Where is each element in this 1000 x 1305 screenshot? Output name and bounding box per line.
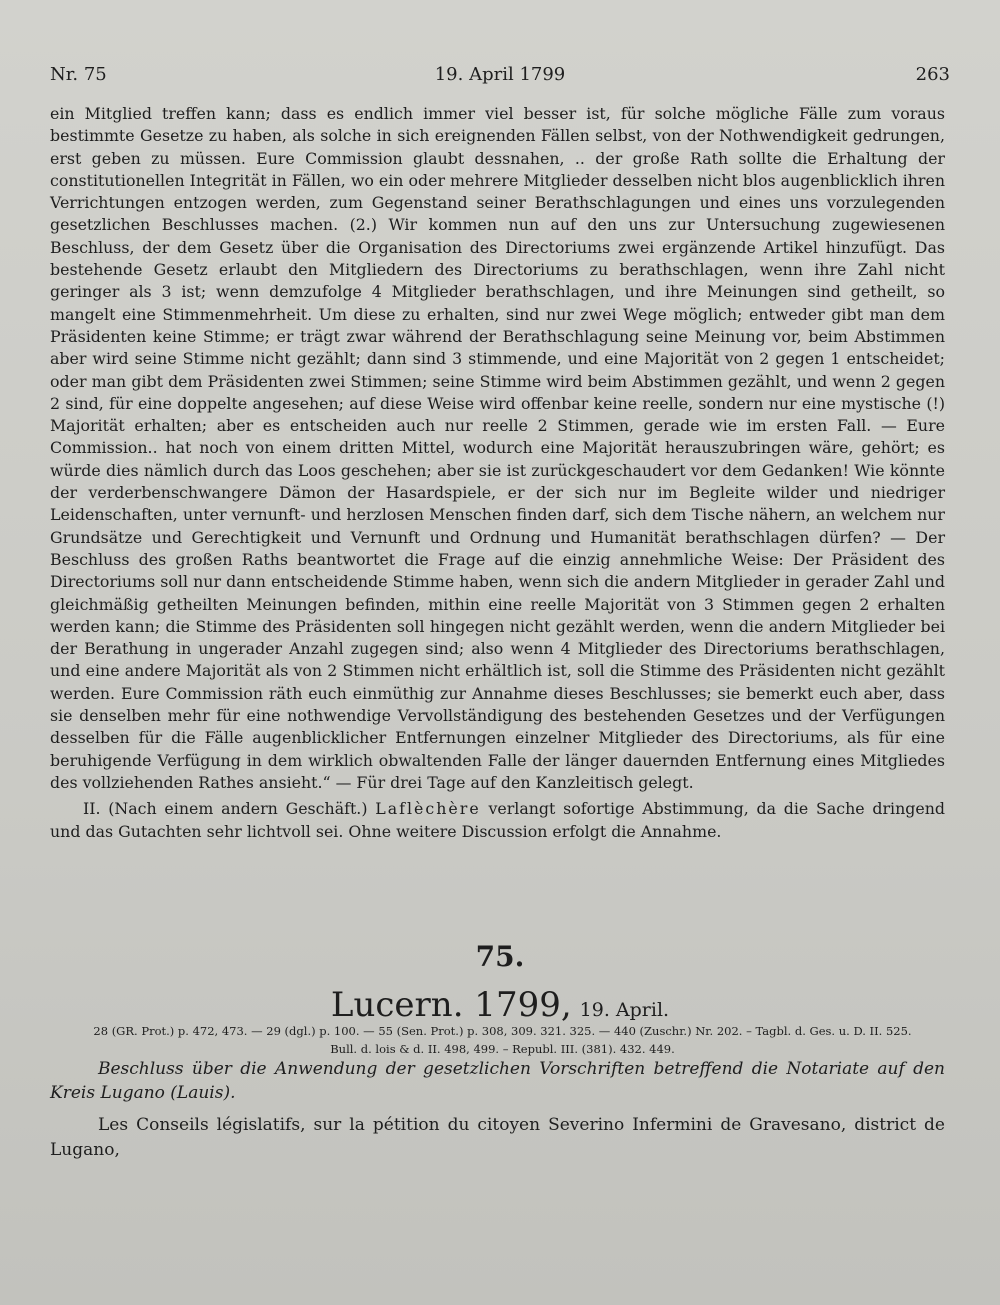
document-place-date — [0, 985, 1000, 1025]
decree-title: Beschluss über die Anwendung der gesetzlichen Vorschriften betreffend die Notariate auf den Kreis Lugano (Lauis). — [50, 1059, 945, 1103]
references-line-2: Bull. d. lois & d. II. 498, 499. – Republ. III. (381). 432. 449. — [330, 1042, 675, 1056]
header-page-number: 263 — [915, 64, 950, 85]
paragraph-commission-report: ein Mitglied treffen kann; dass es endlich immer viel besser ist, für solche mögliche Fälle zum voraus bestimmte Gesetze zu haben, als solche in sich ereignenden Fällen selbst, von der Nothwendigkeit gedrungen, erst geben zu müssen. Eure Commission glaubt dessnahen, .. der große Rath sollte die Erhaltung der constitutionellen Integrität in Fällen, wo ein oder mehrere Mitglieder desselben nicht blos augenblicklich ihren Verrichtungen entzogen werden, zum Gegenstand seiner Berathschlagungen und eines uns vorzulegenden gesetzlichen Beschlusses machen. (2.) Wir kommen nun auf den uns zur Untersuchung zugewiesenen Beschluss, der dem Gesetz über die Organisation des Directoriums zwei ergänzende Artikel hinzufügt. Das bestehende Gesetz erlaubt den Mitgliedern des Directoriums zu berathschlagen, wenn ihre Zahl nicht geringer als 3 ist; wenn demzufolge 4 Mitglieder berathschlagen, und ihre Meinungen sind getheilt, so mangelt eine Stimmenmehrheit. Um diese zu erhalten, sind nur zwei Wege möglich; entweder gibt man dem Präsidenten keine Stimme; er trägt zwar während der Berathschlagung seine Meinung vor, beim Abstimmen aber wird seine Stimme nicht gezählt; dann sind 3 stimmende, und eine Majorität von 2 gegen 1 entscheidet; oder man gibt dem Präsidenten zwei Stimmen; seine Stimme wird beim Abstimmen gezählt, und wenn 2 gegen 2 sind, für eine doppelte angesehen; auf diese Weise wird offenbar keine reelle, sondern nur eine mystische (!) Majorität erhalten; aber es entscheiden auch nur reelle 2 Stimmen, gerade wie im ersten Fall. — Eure Commission.. hat noch von einem dritten Mittel, wodurch eine Majorität herauszubringen wäre, gehört; es würde dies nämlich durch das Loos geschehen; aber sie ist zurückgeschaudert vor dem Gedanken! Wie könnte der verderbenschwangere Dämon der Hasardspiele, er der sich nur im Begleite wilder und niedriger Leidenschaften, unter vernunft- und herzlosen Menschen finden darf, sich dem Tische nähern, an welchem nur Grundsätze und Gerechtigkeit und Vernunft und Ordnung und Humanität berathschlagen dürfen? — Der Beschluss des großen Raths beantwortet die Frage auf die einzig annehmliche Weise: Der Präsident des Directoriums soll nur dann entscheidende Stimme haben, wenn sich die andern Mitglieder in gerader Zahl und gleichmäßig getheilten Meinungen befinden, mithin eine reelle Majorität von 3 Stimmen gegen 2 erhalten werden kann; die Stimme des Präsidenten soll hingegen nicht gezählt werden, wenn die andern Mitglieder bei der Berathung in ungerader Anzahl zugegen sind; also wenn 4 Mitglieder des Directoriums berathschlagen, und eine andere Majorität als von 2 Stimmen nicht erhältlich ist, soll die Stimme des Präsidenten nicht gezählt werden. Eure Commission räth euch einmüthig zur Annahme dieses Beschlusses; sie bemerkt euch aber, dass sie denselben mehr für eine nothwendige Vervollständigung des bestehenden Gesetzes und der Verfügungen desselben für die Fälle augenblicklicher Entfernungen einzelner Mitglieder des Directoriums, als für eine beruhigende Verfügung in dem wirklich obwaltenden Falle der länger dauernden Entfernung eines Mitgliedes des vollziehenden Rathes ansieht.“ — Für drei Tage auf den Kanzleitisch gelegt. — [50, 104, 945, 792]
paragraph-vote — [50, 798, 945, 843]
speaker-name: Laflèchère — [375, 799, 481, 819]
paragraph-vote-start: II. (Nach einem andern Geschäft.) — [83, 799, 368, 819]
decree-opening-text: Les Conseils législatifs, sur la pétition du citoyen Severino Infermini de Gravesano, district de Lugano, — [50, 1115, 945, 1160]
document-place-year: Lucern. 1799, — [330, 985, 572, 1025]
paragraph-vote-end: verlangt sofortige Abstimmung, da die Sache dringend und das Gutachten sehr lichtvoll sei. Ohne weitere Discussion erfolgt die Annahme. — [50, 799, 945, 841]
page-header — [50, 64, 950, 90]
document-day: 19. April. — [579, 999, 670, 1021]
body-text — [50, 103, 945, 843]
header-document-number: Nr. 75 — [50, 64, 107, 85]
document-number: 75. — [475, 940, 525, 973]
references-line-1: 28 (GR. Prot.) p. 472, 473. — 29 (dgl.) p. 100. — 55 (Sen. Prot.) p. 308, 309. 321. 325. — 440 (Zuschr.) Nr. 202. – Tagbl. d. Ges. u. D. II. 525. — [93, 1024, 912, 1038]
header-date: 19. April 1799 — [434, 64, 566, 85]
source-references — [60, 1022, 945, 1058]
